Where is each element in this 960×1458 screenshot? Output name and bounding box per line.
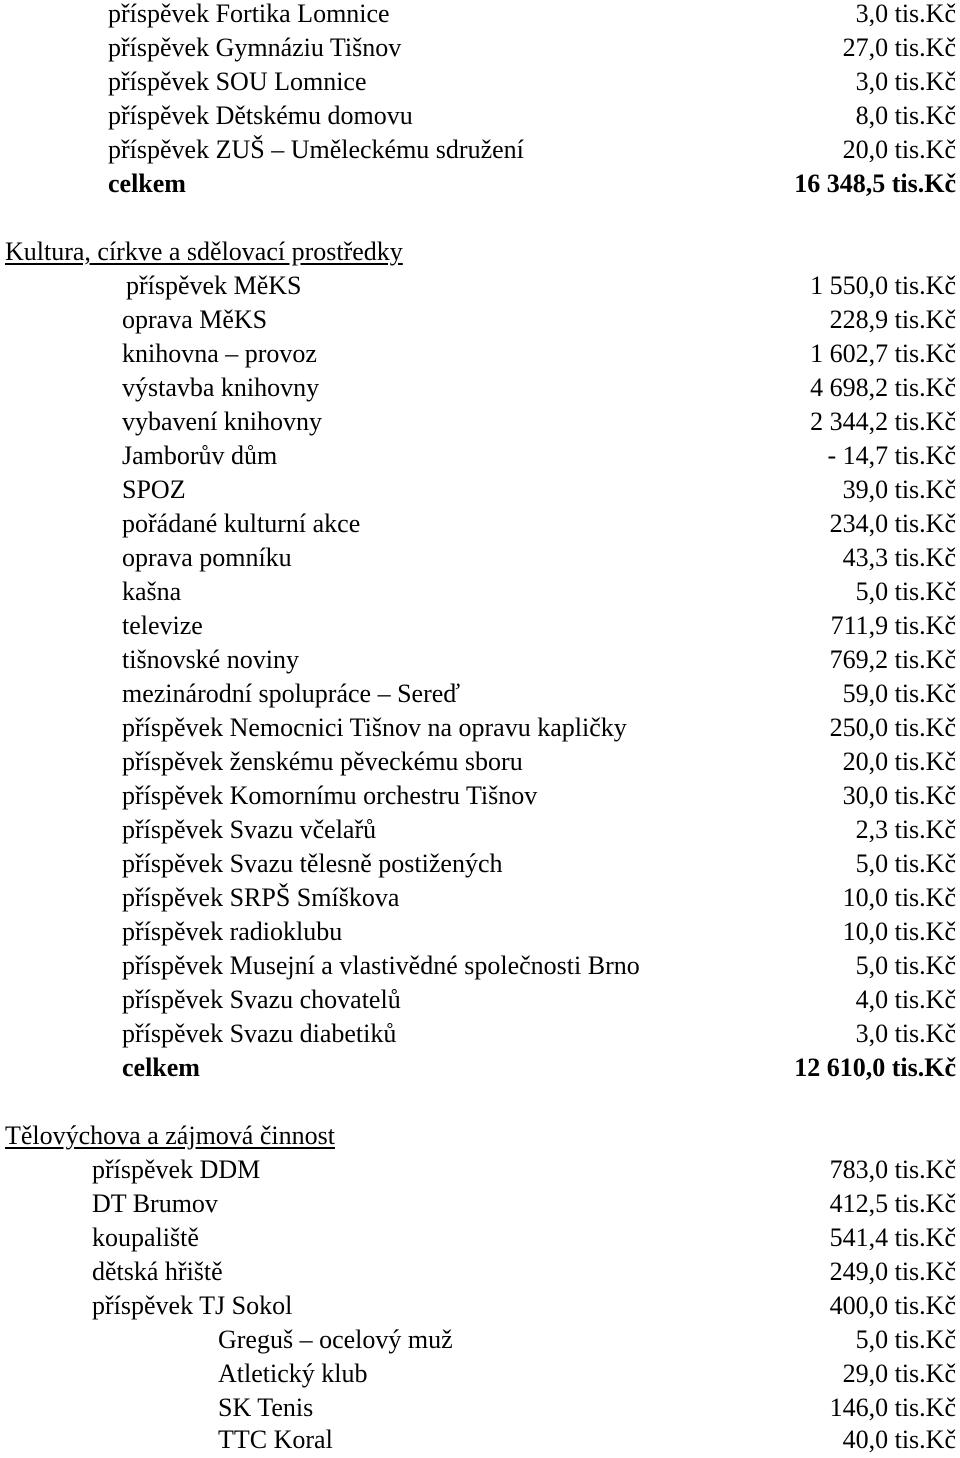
item-value: 412,5 tis.Kč bbox=[829, 1189, 956, 1218]
budget-row bbox=[0, 99, 960, 133]
item-value: - 14,7 tis.Kč bbox=[827, 441, 956, 470]
budget-row bbox=[0, 1221, 960, 1255]
item-value: 4,0 tis.Kč bbox=[855, 985, 956, 1014]
item-value: 8,0 tis.Kč bbox=[855, 101, 956, 130]
budget-row bbox=[0, 1391, 960, 1425]
total-row bbox=[0, 1051, 960, 1085]
total-label: celkem bbox=[108, 169, 186, 198]
item-label: příspěvek Gymnáziu Tišnov bbox=[108, 33, 402, 62]
item-value: 3,0 tis.Kč bbox=[855, 1019, 956, 1048]
item-value: 30,0 tis.Kč bbox=[842, 781, 956, 810]
item-label: výstavba knihovny bbox=[122, 373, 320, 402]
budget-row bbox=[0, 677, 960, 711]
budget-row bbox=[0, 371, 960, 405]
item-value: 3,0 tis.Kč bbox=[855, 0, 956, 28]
item-label: příspěvek MěKS bbox=[126, 271, 302, 300]
item-value: 769,2 tis.Kč bbox=[829, 645, 956, 674]
item-value: 146,0 tis.Kč bbox=[829, 1393, 956, 1422]
budget-row bbox=[0, 779, 960, 813]
budget-row bbox=[0, 983, 960, 1017]
section-heading-row bbox=[0, 235, 960, 269]
total-value: 12 610,0 tis.Kč bbox=[794, 1053, 956, 1082]
item-label: příspěvek TJ Sokol bbox=[92, 1291, 293, 1320]
item-value: 249,0 tis.Kč bbox=[829, 1257, 956, 1286]
budget-row bbox=[0, 847, 960, 881]
budget-row bbox=[0, 269, 960, 303]
item-value: 29,0 tis.Kč bbox=[842, 1359, 956, 1388]
item-value: 1 550,0 tis.Kč bbox=[810, 271, 956, 300]
budget-row bbox=[0, 1187, 960, 1221]
budget-row bbox=[0, 0, 960, 31]
budget-row bbox=[0, 31, 960, 65]
item-value: 250,0 tis.Kč bbox=[829, 713, 956, 742]
budget-row bbox=[0, 609, 960, 643]
item-label: příspěvek Svazu chovatelů bbox=[122, 985, 401, 1014]
item-label: příspěvek Svazu tělesně postižených bbox=[122, 849, 503, 878]
item-label: oprava MěKS bbox=[122, 305, 268, 334]
item-value: 2 344,2 tis.Kč bbox=[810, 407, 956, 436]
item-value: 20,0 tis.Kč bbox=[842, 135, 956, 164]
budget-row bbox=[0, 915, 960, 949]
item-label: tišnovské noviny bbox=[122, 645, 299, 674]
item-label: příspěvek DDM bbox=[92, 1155, 261, 1184]
budget-row bbox=[0, 439, 960, 473]
budget-row bbox=[0, 473, 960, 507]
item-label: příspěvek Svazu včelařů bbox=[122, 815, 377, 844]
item-value: 4 698,2 tis.Kč bbox=[810, 373, 956, 402]
section-heading-row bbox=[0, 1119, 960, 1153]
item-value: 2,3 tis.Kč bbox=[855, 815, 956, 844]
item-label: Greguš – ocelový muž bbox=[218, 1325, 453, 1354]
budget-row bbox=[0, 1423, 960, 1457]
total-value: 16 348,5 tis.Kč bbox=[794, 169, 956, 198]
budget-row bbox=[0, 949, 960, 983]
item-label: příspěvek Komornímu orchestru Tišnov bbox=[122, 781, 538, 810]
budget-row bbox=[0, 1357, 960, 1391]
item-label: mezinárodní spolupráce – Sereď bbox=[122, 679, 461, 708]
budget-row bbox=[0, 813, 960, 847]
budget-row bbox=[0, 541, 960, 575]
total-label: celkem bbox=[122, 1053, 200, 1082]
item-label: příspěvek Fortika Lomnice bbox=[108, 0, 390, 28]
item-value: 40,0 tis.Kč bbox=[842, 1425, 956, 1454]
budget-row bbox=[0, 507, 960, 541]
item-label: vybavení knihovny bbox=[122, 407, 323, 436]
budget-row bbox=[0, 745, 960, 779]
item-label: televize bbox=[122, 611, 203, 640]
item-label: příspěvek ženskému pěveckému sboru bbox=[122, 747, 523, 776]
item-value: 39,0 tis.Kč bbox=[842, 475, 956, 504]
budget-row bbox=[0, 303, 960, 337]
budget-row bbox=[0, 575, 960, 609]
item-label: SPOZ bbox=[122, 475, 186, 504]
item-label: SK Tenis bbox=[218, 1393, 314, 1422]
item-label: Jamborův dům bbox=[122, 441, 278, 470]
item-value: 5,0 tis.Kč bbox=[855, 577, 956, 606]
item-label: pořádané kulturní akce bbox=[122, 509, 361, 538]
total-row bbox=[0, 167, 960, 201]
budget-row bbox=[0, 881, 960, 915]
item-value: 5,0 tis.Kč bbox=[855, 849, 956, 878]
item-value: 59,0 tis.Kč bbox=[842, 679, 956, 708]
budget-row bbox=[0, 711, 960, 745]
item-value: 228,9 tis.Kč bbox=[829, 305, 956, 334]
budget-row bbox=[0, 1017, 960, 1051]
item-label: DT Brumov bbox=[92, 1189, 218, 1218]
item-label: příspěvek SRPŠ Smíškova bbox=[122, 883, 400, 912]
item-label: příspěvek Svazu diabetiků bbox=[122, 1019, 397, 1048]
item-value: 5,0 tis.Kč bbox=[855, 951, 956, 980]
budget-row bbox=[0, 1255, 960, 1289]
item-value: 27,0 tis.Kč bbox=[842, 33, 956, 62]
item-value: 1 602,7 tis.Kč bbox=[810, 339, 956, 368]
item-value: 783,0 tis.Kč bbox=[829, 1155, 956, 1184]
item-value: 10,0 tis.Kč bbox=[842, 917, 956, 946]
item-label: příspěvek ZUŠ – Uměleckému sdružení bbox=[108, 135, 524, 164]
section-heading: Kultura, církve a sdělovací prostředky bbox=[5, 237, 403, 266]
item-label: příspěvek SOU Lomnice bbox=[108, 67, 367, 96]
item-label: TTC Koral bbox=[218, 1425, 333, 1454]
item-label: příspěvek Dětskému domovu bbox=[108, 101, 413, 130]
item-value: 234,0 tis.Kč bbox=[829, 509, 956, 538]
budget-row bbox=[0, 65, 960, 99]
item-value: 400,0 tis.Kč bbox=[829, 1291, 956, 1320]
item-label: koupaliště bbox=[92, 1223, 199, 1252]
item-label: kašna bbox=[122, 577, 182, 606]
item-label: příspěvek Musejní a vlastivědné společnosti Brno bbox=[122, 951, 640, 980]
item-value: 3,0 tis.Kč bbox=[855, 67, 956, 96]
item-value: 43,3 tis.Kč bbox=[842, 543, 956, 572]
item-value: 20,0 tis.Kč bbox=[842, 747, 956, 776]
item-label: Atletický klub bbox=[218, 1359, 368, 1388]
budget-row bbox=[0, 643, 960, 677]
budget-row bbox=[0, 1323, 960, 1357]
item-value: 711,9 tis.Kč bbox=[830, 611, 956, 640]
budget-row bbox=[0, 405, 960, 439]
budget-row bbox=[0, 1153, 960, 1187]
item-label: dětská hřiště bbox=[92, 1257, 223, 1286]
item-label: příspěvek Nemocnici Tišnov na opravu kapličky bbox=[122, 713, 627, 742]
item-value: 541,4 tis.Kč bbox=[829, 1223, 956, 1252]
budget-row bbox=[0, 1289, 960, 1323]
item-value: 10,0 tis.Kč bbox=[842, 883, 956, 912]
budget-row bbox=[0, 337, 960, 371]
budget-row bbox=[0, 133, 960, 167]
item-label: oprava pomníku bbox=[122, 543, 292, 572]
item-label: knihovna – provoz bbox=[122, 339, 317, 368]
section-heading: Tělovýchova a zájmová činnost bbox=[5, 1121, 335, 1150]
item-label: příspěvek radioklubu bbox=[122, 917, 343, 946]
item-value: 5,0 tis.Kč bbox=[855, 1325, 956, 1354]
